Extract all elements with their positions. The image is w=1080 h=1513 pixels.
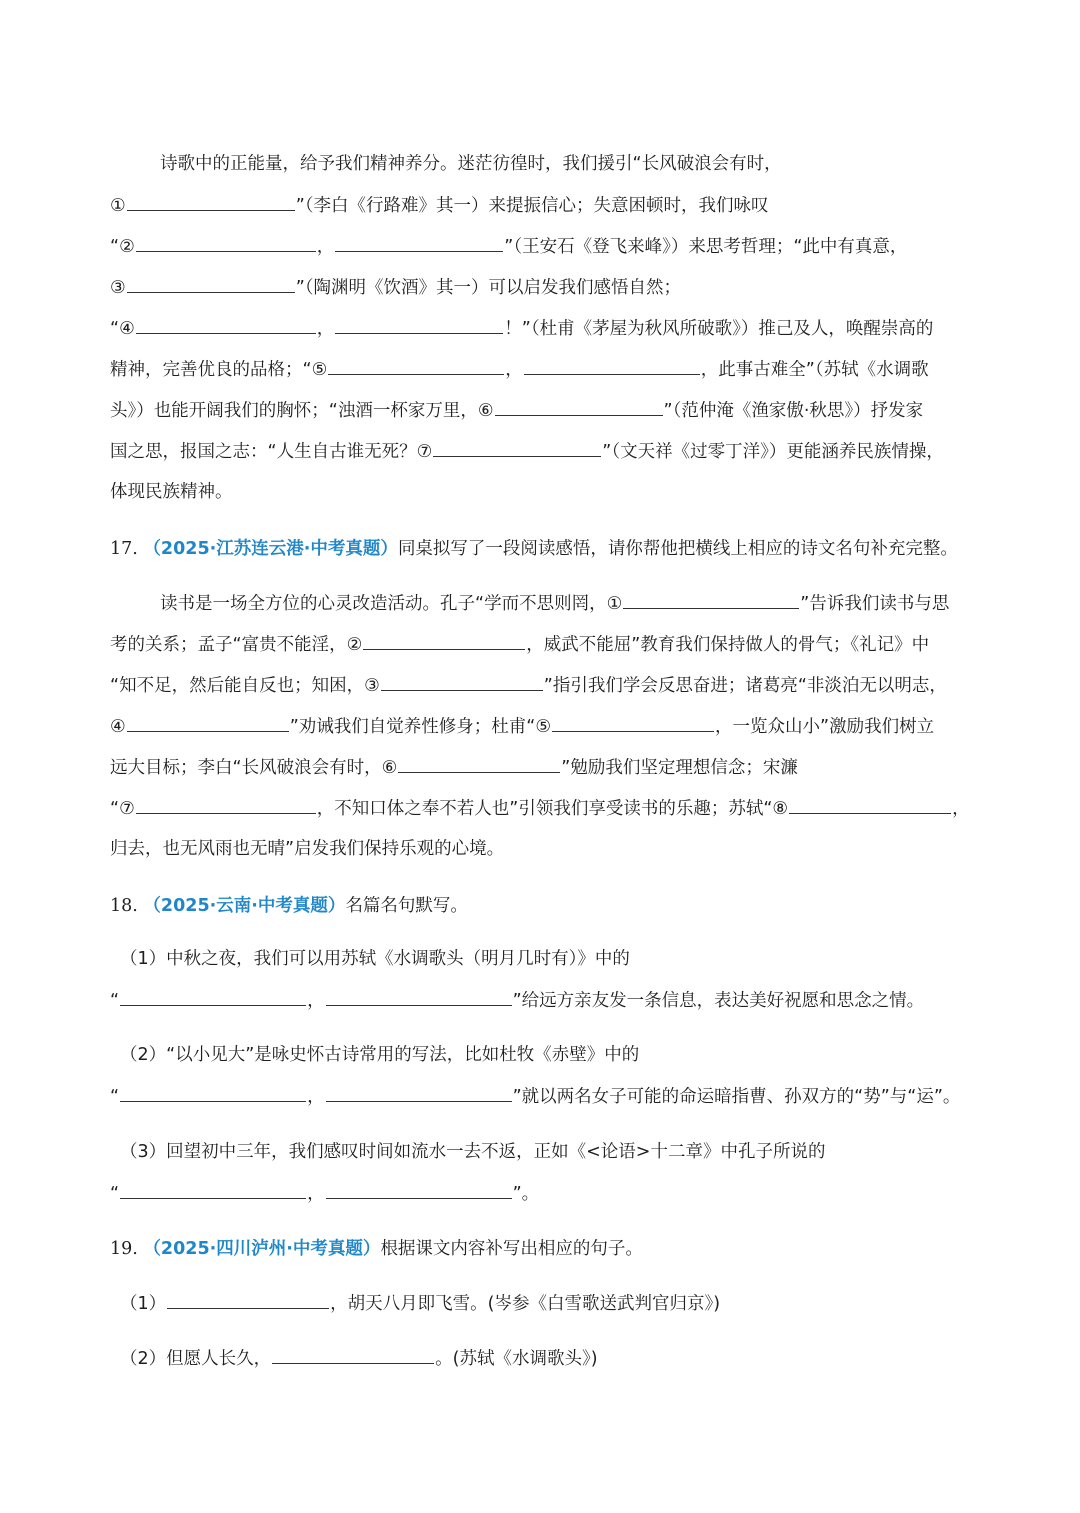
question-prompt: 根据课文内容补写出相应的句子。	[380, 1239, 643, 1259]
text: ！”（杜甫《茅屋为秋风所破歌》）推己及人，唤醒崇高的	[504, 319, 934, 339]
text: “	[110, 991, 120, 1011]
fill-blank-3[interactable]	[127, 274, 295, 293]
text: ”（范仲淹《渔家傲·秋思》）抒发家	[663, 401, 924, 421]
text: ”指引我们学会反思奋进；诸葛亮“非淡泊无以明志，	[543, 676, 947, 696]
passage16-line8	[110, 438, 980, 465]
text: ，	[316, 319, 335, 339]
source-tag: （2025·四川泸州·中考真题）	[143, 1239, 381, 1259]
fill-blank-3a[interactable]	[120, 1180, 306, 1199]
text: ”（陶渊明《饮酒》其一）可以启发我们感悟自然；	[295, 278, 682, 298]
text: ，	[316, 237, 335, 257]
question-18-header	[110, 893, 980, 919]
text: ，一览众山小”激励我们树立	[715, 717, 935, 737]
text: ，	[307, 1184, 325, 1204]
question-prompt: 名篇名句默写。	[345, 896, 468, 916]
text: ，	[307, 1087, 325, 1107]
fill-blank-2[interactable]	[272, 1345, 434, 1364]
fill-blank-6[interactable]	[398, 754, 560, 773]
text: “⑦	[110, 799, 135, 819]
q17-line2	[110, 631, 980, 658]
q18-sub1-line1	[120, 946, 980, 972]
q17-line3	[110, 672, 980, 699]
text: 诗歌中的正能量，给予我们精神养分。迷茫彷徨时，我们援引“长风破浪会有时，	[160, 154, 782, 174]
text: 归去，也无风雨也无晴”启发我们保持乐观的心境。	[110, 839, 505, 859]
text: ③	[110, 278, 126, 298]
q18-sub1-line2	[110, 987, 980, 1014]
q18-sub2-line1	[120, 1042, 980, 1068]
question-prompt: 同桌拟写了一段阅读感悟，请你帮他把横线上相应的诗文名句补充完整。	[397, 539, 958, 559]
fill-blank-2a[interactable]	[136, 233, 316, 252]
q17-line4	[110, 713, 980, 740]
fill-blank-7[interactable]	[433, 438, 601, 457]
fill-blank-3[interactable]	[381, 672, 543, 691]
text: 读书是一场全方位的心灵改造活动。孔子“学而不思则罔，①	[160, 594, 623, 614]
fill-blank-2a[interactable]	[120, 1083, 306, 1102]
text: ”就以两名女子可能的命运暗指曹、孙双方的“势”与“运”。	[512, 1087, 961, 1107]
q17-line6	[110, 795, 980, 822]
text: ，不知口体之奉不若人也”引领我们享受读书的乐趣；苏轼“⑧	[316, 799, 789, 819]
text: （3）回望初中三年，我们感叹时间如流水一去不返，正如《<论语>十二章》中孔子所说的	[120, 1142, 826, 1162]
fill-blank-4[interactable]	[127, 713, 289, 732]
text: ”劝诫我们自觉养性修身；杜甫“⑤	[289, 717, 552, 737]
passage16-line2	[110, 192, 980, 219]
q19-sub2	[120, 1345, 980, 1372]
text: ④	[110, 717, 126, 737]
passage16-line4	[110, 274, 980, 301]
text: 远大目标；李白“长风破浪会有时，⑥	[110, 758, 398, 778]
source-tag: （2025·云南·中考真题）	[143, 896, 346, 916]
fill-blank-7[interactable]	[136, 795, 316, 814]
passage16-line7	[110, 397, 980, 424]
text: 国之思，报国之志：“人生自古谁无死？⑦	[110, 442, 433, 462]
fill-blank-6[interactable]	[495, 397, 663, 416]
text: （2）但愿人长久，	[120, 1349, 272, 1369]
text: “	[110, 1184, 120, 1204]
question-19-header	[110, 1236, 980, 1262]
passage16-line6	[110, 356, 980, 383]
text: “知不足，然后能自反也；知困，③	[110, 676, 380, 696]
text: ①	[110, 196, 126, 216]
q18-sub2-line2	[110, 1083, 980, 1110]
fill-blank-1[interactable]	[623, 590, 799, 609]
question-number: 17.	[110, 539, 138, 559]
text: ，	[505, 360, 523, 380]
fill-blank-5a[interactable]	[328, 356, 504, 375]
fill-blank-2[interactable]	[363, 631, 525, 650]
text: ”（李白《行路难》其一）来提振信心；失意困顿时，我们咏叹	[295, 196, 769, 216]
text: ，	[952, 799, 970, 819]
question-number: 18.	[110, 896, 138, 916]
question-17-header	[110, 536, 980, 562]
text: （2）“以小见大”是咏史怀古诗常用的写法，比如杜牧《赤壁》中的	[120, 1045, 640, 1065]
text: “④	[110, 319, 135, 339]
q18-sub3-line1	[120, 1139, 980, 1165]
text: ”（王安石《登飞来峰》）来思考哲理；“此中有真意，	[504, 237, 908, 257]
text: 体现民族精神。	[110, 482, 233, 502]
text: ”。	[512, 1184, 540, 1204]
fill-blank-8[interactable]	[789, 795, 951, 814]
text: ”（文天祥《过零丁洋》）更能涵养民族情操，	[602, 442, 944, 462]
text: ”给远方亲友发一条信息，表达美好祝愿和思念之情。	[512, 991, 925, 1011]
fill-blank-1b[interactable]	[326, 987, 512, 1006]
text: ，	[307, 991, 325, 1011]
text: “②	[110, 237, 135, 257]
fill-blank-3b[interactable]	[326, 1180, 512, 1199]
source-tag: （2025·江苏连云港·中考真题）	[143, 539, 398, 559]
fill-blank-4b[interactable]	[335, 315, 503, 334]
fill-blank-5b[interactable]	[524, 356, 700, 375]
passage16-line5	[110, 315, 980, 342]
fill-blank-5[interactable]	[552, 713, 714, 732]
q18-sub3-line2	[110, 1180, 980, 1207]
q17-line7	[110, 836, 980, 862]
q17-line1	[160, 590, 980, 617]
text: ”勉励我们坚定理想信念；宋濂	[561, 758, 798, 778]
text: 考的关系；孟子“富贵不能淫，②	[110, 635, 363, 655]
text: ，此事古难全”（苏轼《水调歌	[700, 360, 929, 380]
q19-sub1	[120, 1290, 980, 1317]
text: （1）	[120, 1294, 167, 1314]
fill-blank-2b[interactable]	[335, 233, 503, 252]
text: ”告诉我们读书与思	[800, 594, 950, 614]
passage16-line9	[110, 479, 980, 505]
text: 。(苏轼《水调歌头》)	[435, 1349, 598, 1369]
passage16-line1	[160, 151, 980, 177]
q17-line5	[110, 754, 980, 781]
text: 精神，完善优良的品格；“⑤	[110, 360, 328, 380]
text: （1）中秋之夜，我们可以用苏轼《水调歌头（明月几时有）》中的	[120, 949, 630, 969]
text: “	[110, 1087, 120, 1107]
text: ，胡天八月即飞雪。(岑参《白雪歌送武判官归京》)	[330, 1294, 721, 1314]
question-number: 19.	[110, 1239, 138, 1259]
fill-blank-2b[interactable]	[326, 1083, 512, 1102]
text: 头》）也能开阔我们的胸怀；“浊酒一杯家万里，⑥	[110, 401, 494, 421]
fill-blank-4a[interactable]	[136, 315, 316, 334]
passage16-line3	[110, 233, 980, 260]
text: ，威武不能屈”教育我们保持做人的骨气；《礼记》中	[526, 635, 930, 655]
fill-blank-1[interactable]	[127, 192, 295, 211]
fill-blank-1[interactable]	[167, 1290, 329, 1309]
fill-blank-1a[interactable]	[120, 987, 306, 1006]
